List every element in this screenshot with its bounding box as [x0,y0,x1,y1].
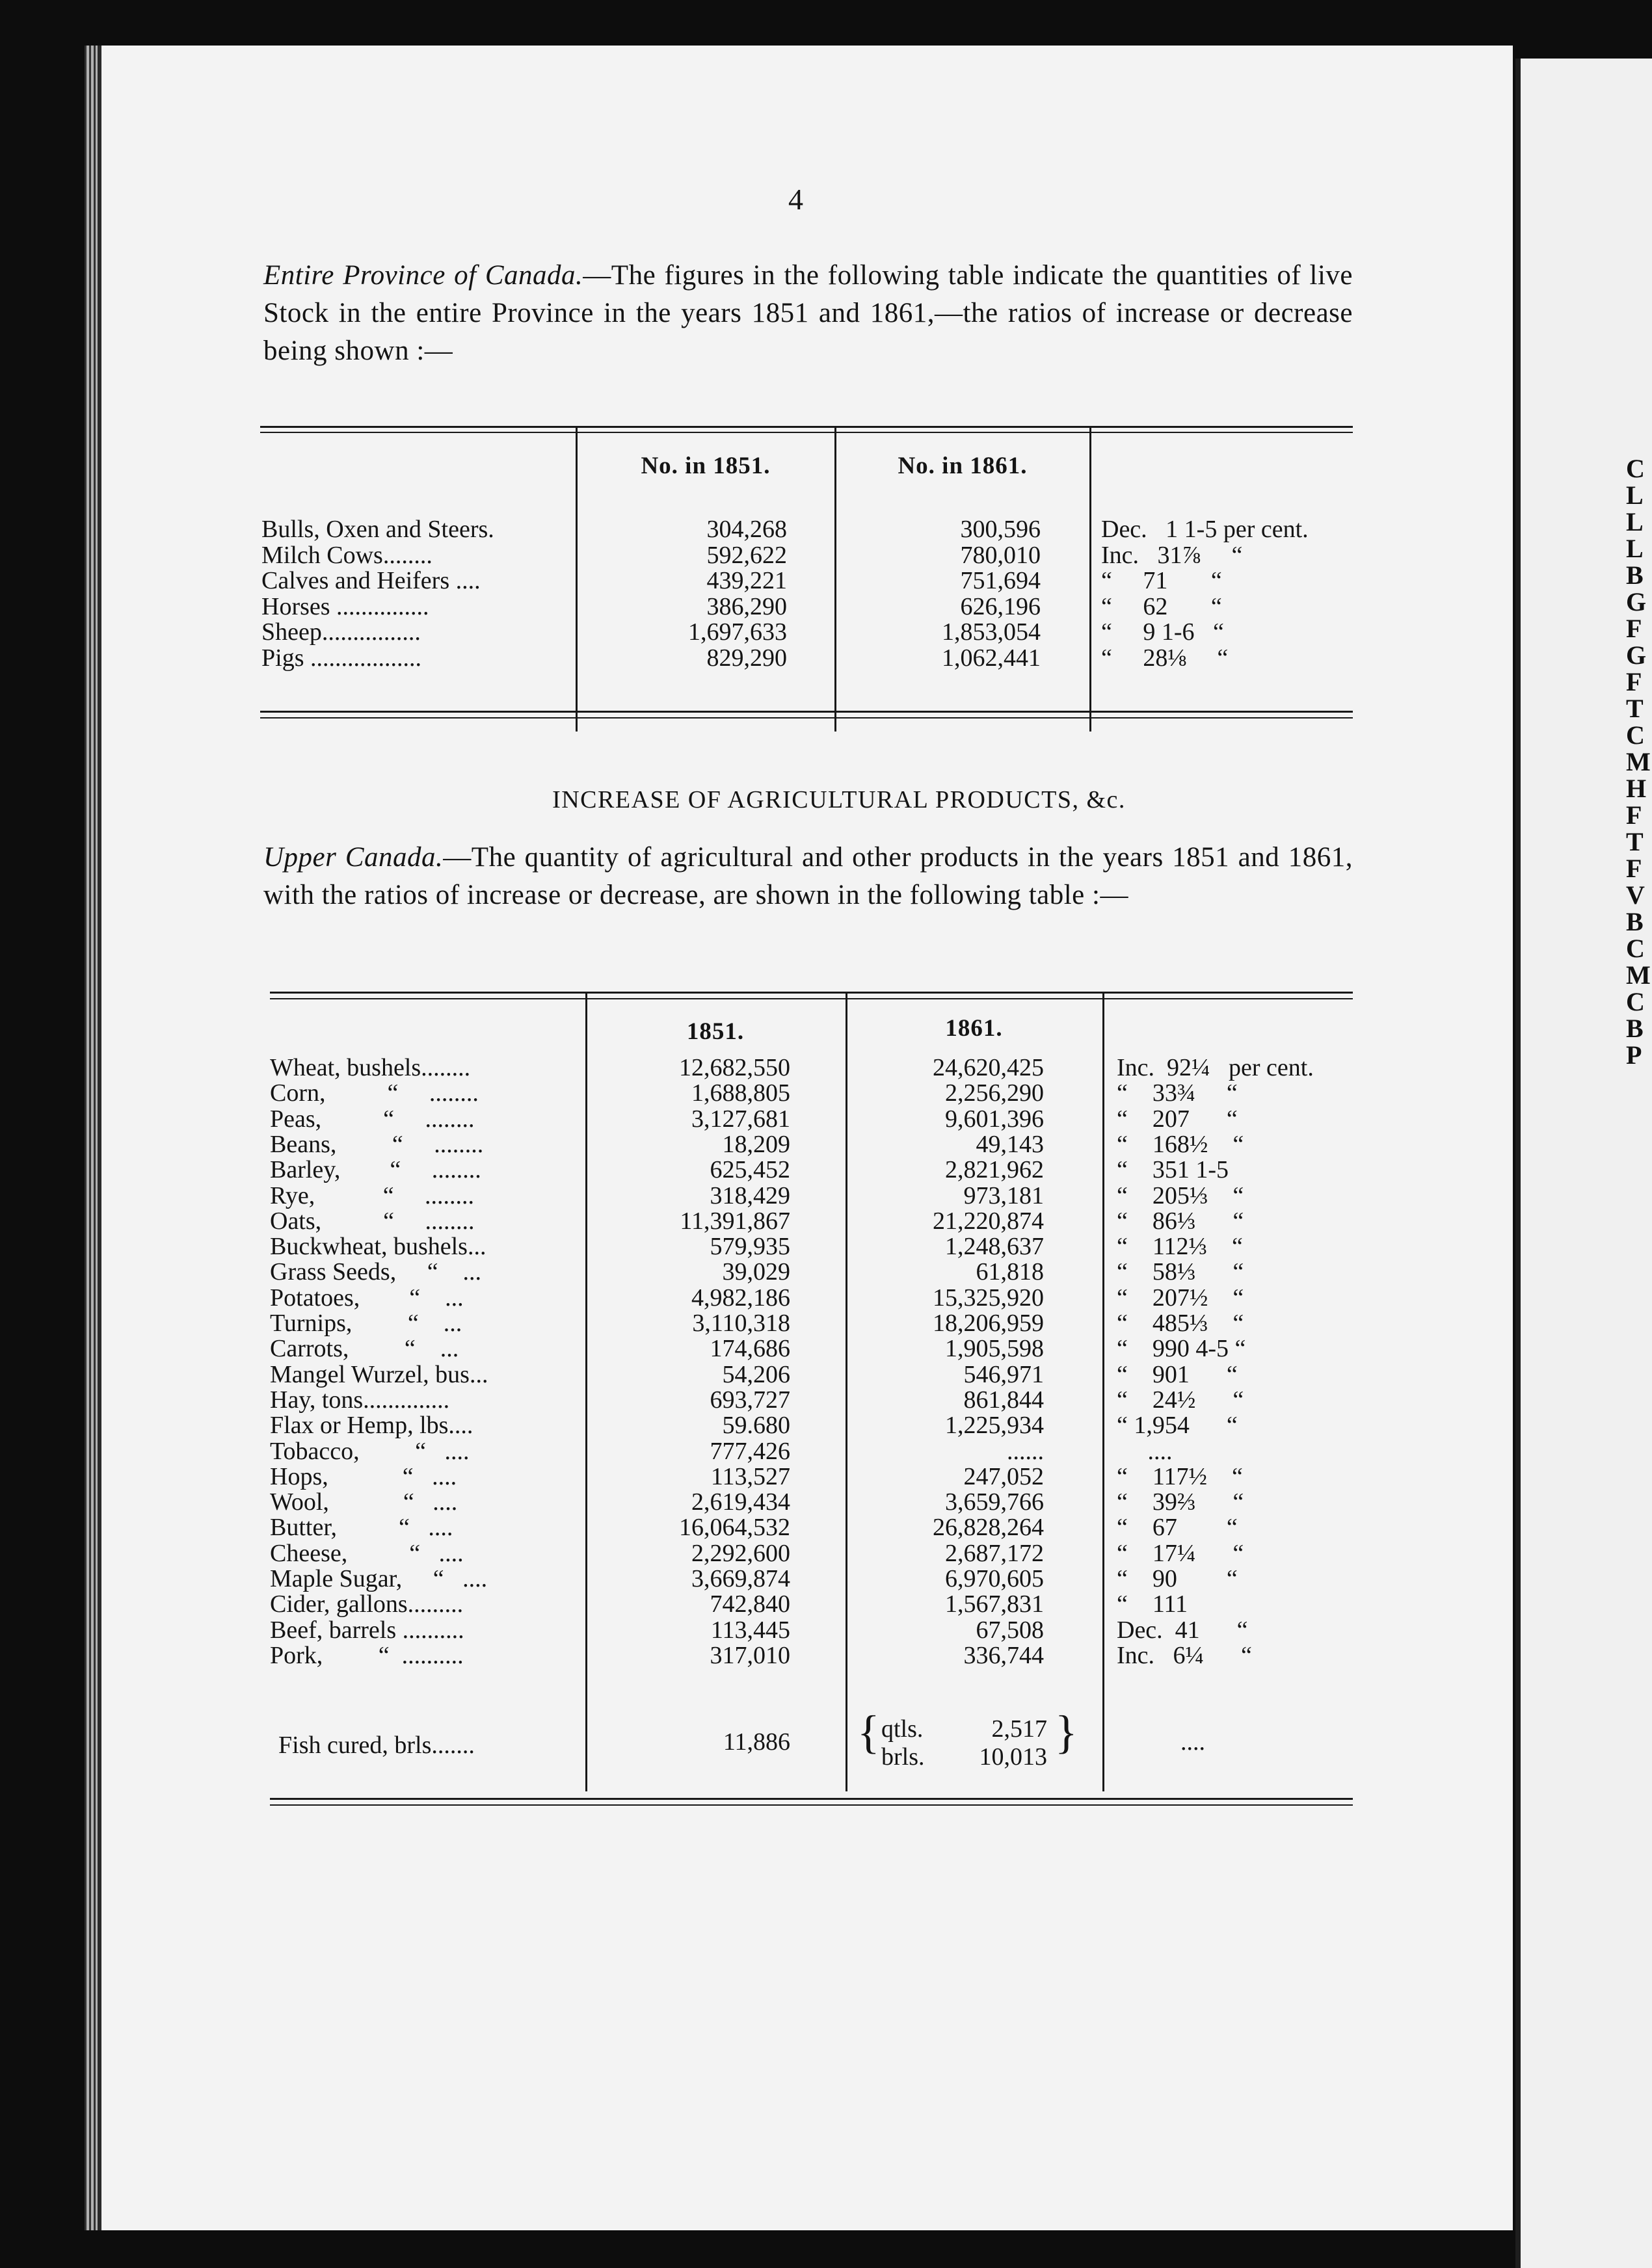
upper-text: —The quantity of agricultural and other products in the years 1851 and 1861, with the ratios of increase or decrease, are shown in the following table :— [263,842,1353,910]
intro-paragraph [263,257,1353,370]
page-number: 4 [788,183,803,216]
edge-letter: B [1626,907,1644,936]
product-row-label: Oats, “ ........ [270,1207,475,1235]
product-row-1861: 61,818 [976,1258,1044,1286]
edge-letter: M [1626,747,1651,776]
product-row-1851: 18,209 [722,1130,790,1158]
fish-qtls-value: 2,517 [991,1715,1047,1743]
product-row-label: Cheese, “ .... [270,1539,464,1567]
livestock-row-1851: 829,290 [706,644,787,672]
livestock-bottom-rule-2 [260,717,1353,719]
livestock-row-1861: 751,694 [960,567,1041,594]
product-row-1861: 26,828,264 [933,1514,1044,1542]
edge-letter: G [1626,587,1647,616]
product-row-1861: 2,687,172 [945,1539,1044,1567]
upper-canada-paragraph [263,839,1353,914]
product-row-1851: 3,110,318 [692,1310,790,1337]
product-row-ratio: “ 67 “ [1117,1514,1238,1542]
product-row-1851: 3,669,874 [691,1565,790,1592]
product-row-1861: 336,744 [963,1641,1044,1669]
product-row-label: Potatoes, “ ... [270,1284,464,1312]
product-row-ratio: Inc. 6¼ “ [1117,1641,1252,1669]
product-row-ratio: “ 33¾ “ [1117,1079,1238,1107]
product-row-ratio: “ 168½ “ [1117,1130,1244,1158]
fish-label: Fish cured, brls....... [278,1732,475,1759]
product-row-1861: ...... [1007,1437,1044,1465]
product-row-1861: 49,143 [976,1130,1044,1158]
product-row-1861: 9,601,396 [945,1105,1044,1133]
livestock-bottom-rule [260,711,1353,713]
product-row-ratio: .... [1117,1437,1173,1465]
product-row-label: Hops, “ .... [270,1462,457,1490]
livestock-row-1861: 626,196 [960,592,1041,620]
fish-brls-value: 10,013 [979,1743,1047,1771]
products-top-rule-2 [270,998,1353,999]
livestock-col-divider-1 [576,426,578,732]
product-row-ratio: “ 1,954 “ [1117,1412,1238,1440]
product-row-label: Mangel Wurzel, bus... [270,1360,488,1388]
edge-letter: T [1626,694,1644,723]
product-row-ratio: Inc. 92¼ per cent. [1117,1054,1314,1081]
product-row-1861: 1,248,637 [945,1233,1044,1261]
products-bottom-rule [270,1798,1353,1800]
livestock-col-divider-2 [834,426,836,732]
product-row-ratio: “ 86⅓ “ [1117,1207,1244,1235]
product-row-label: Tobacco, “ .... [270,1437,470,1465]
product-row-1851: 113,445 [710,1616,790,1644]
product-row-ratio: Dec. 41 “ [1117,1616,1248,1644]
upper-title: Upper Canada. [263,842,444,873]
livestock-top-rule-2 [260,432,1353,433]
livestock-row-label: Horses ............... [261,592,429,620]
livestock-row-1851: 592,622 [706,541,787,569]
livestock-row-1851: 304,268 [706,516,787,543]
product-row-1861: 546,971 [963,1360,1044,1388]
edge-letter: H [1626,774,1647,803]
product-row-ratio: “ 485⅓ “ [1117,1310,1244,1337]
product-row-1851: 317,010 [710,1641,790,1669]
product-row-ratio: “ 24½ “ [1117,1386,1244,1414]
product-row-1861: 3,659,766 [945,1488,1044,1516]
product-row-label: Barley, “ ........ [270,1156,481,1184]
livestock-row-1851: 1,697,633 [688,618,787,646]
edge-letter: B [1626,1014,1644,1043]
products-bottom-rule-2 [270,1804,1353,1806]
products-header-1861: 1861. [945,1015,1003,1042]
products-col-divider-2 [846,992,847,1791]
products-top-rule [270,992,1353,994]
product-row-1861: 2,821,962 [945,1156,1044,1184]
edge-letter: C [1626,455,1645,483]
edge-letter: L [1626,534,1644,563]
product-row-ratio: “ 17¼ “ [1117,1539,1244,1567]
fish-brls-label: brls. [881,1743,925,1771]
product-row-1851: 777,426 [710,1437,790,1465]
product-row-1861: 21,220,874 [933,1207,1044,1235]
product-row-1861: 24,620,425 [933,1054,1044,1081]
product-row-ratio: “ 207 “ [1117,1105,1238,1133]
product-row-1861: 18,206,959 [933,1310,1044,1337]
product-row-1851: 2,619,434 [691,1488,790,1516]
product-row-ratio: “ 990 4-5 “ [1117,1335,1246,1363]
edge-letter: C [1626,720,1645,750]
livestock-row-1851: 386,290 [706,592,787,620]
products-col-divider-3 [1102,992,1104,1791]
product-row-label: Carrots, “ ... [270,1335,459,1363]
product-row-ratio: “ 58⅓ “ [1117,1258,1244,1286]
product-row-1851: 693,727 [710,1386,790,1414]
product-row-label: Wheat, bushels........ [270,1054,471,1081]
livestock-row-1861: 780,010 [960,541,1041,569]
products-col-divider-1 [585,992,587,1791]
product-row-label: Hay, tons.............. [270,1386,450,1414]
product-row-label: Beans, “ ........ [270,1130,484,1158]
edge-letter: C [1626,987,1645,1016]
livestock-row-1861: 1,062,441 [942,644,1041,672]
edge-letter: L [1626,481,1644,510]
product-row-1851: 742,840 [710,1590,790,1618]
livestock-row-ratio: “ 62 “ [1101,592,1222,620]
product-row-1861: 1,905,598 [945,1335,1044,1363]
fish-left-brace: { [857,1706,880,1758]
product-row-ratio: “ 205⅓ “ [1117,1181,1244,1209]
product-row-label: Rye, “ ........ [270,1181,475,1209]
products-header-1851: 1851. [686,1018,745,1045]
livestock-row-label: Calves and Heifers .... [261,567,481,594]
section-heading: INCREASE OF AGRICULTURAL PRODUCTS, &c. [552,786,1126,813]
product-row-ratio: “ 90 “ [1117,1565,1238,1592]
product-row-1861: 973,181 [963,1181,1044,1209]
product-row-1861: 1,225,934 [945,1412,1044,1440]
fish-right-brace: } [1055,1706,1078,1758]
product-row-1861: 67,508 [976,1616,1044,1644]
intro-text: —The figures in the following table indicate the quantities of live Stock in the entire Province in the years 1851 and 1861,—the ratios of increase or decrease being shown :— [263,260,1353,366]
product-row-1851: 113,527 [710,1462,790,1490]
product-row-1851: 579,935 [710,1233,790,1261]
livestock-row-ratio: “ 28⅛ “ [1101,644,1229,672]
edge-letter: T [1626,827,1644,856]
product-row-label: Buckwheat, bushels... [270,1233,486,1261]
product-row-label: Pork, “ .......... [270,1641,464,1669]
product-row-1851: 54,206 [722,1360,790,1388]
fish-qtls-label: qtls. [881,1715,924,1743]
product-row-1851: 39,029 [722,1258,790,1286]
product-row-1861: 861,844 [963,1386,1044,1414]
edge-letter: F [1626,800,1642,830]
livestock-row-ratio: “ 9 1-6 “ [1101,618,1224,646]
product-row-1851: 625,452 [710,1156,790,1184]
edge-letter: M [1626,960,1651,990]
product-row-label: Peas, “ ........ [270,1105,475,1133]
product-row-1851: 1,688,805 [691,1079,790,1107]
intro-title: Entire Province of Canada. [263,260,583,291]
product-row-label: Butter, “ .... [270,1514,453,1542]
adjacent-page-letters [1626,455,1652,1068]
product-row-label: Beef, barrels .......... [270,1616,464,1644]
edge-letter: L [1626,507,1644,536]
livestock-row-ratio: “ 71 “ [1101,567,1222,594]
product-row-1861: 15,325,920 [933,1284,1044,1312]
product-row-1851: 16,064,532 [679,1514,790,1542]
livestock-row-1861: 300,596 [960,516,1041,543]
product-row-ratio: “ 207½ “ [1117,1284,1244,1312]
product-row-label: Turnips, “ ... [270,1310,462,1337]
product-row-label: Wool, “ .... [270,1488,458,1516]
fish-row [278,1732,475,1782]
livestock-row-label: Sheep................ [261,618,421,646]
product-row-1851: 2,292,600 [691,1539,790,1567]
product-row-ratio: “ 111 [1117,1590,1188,1618]
livestock-row-1861: 1,853,054 [942,618,1041,646]
fish-ratio: .... [1180,1728,1205,1756]
product-row-ratio: “ 39⅔ “ [1117,1488,1244,1516]
edge-letter: C [1626,934,1645,963]
edge-letter: F [1626,854,1642,883]
product-row-1861: 2,256,290 [945,1079,1044,1107]
adjacent-page-edge [1515,59,1652,2268]
livestock-row-ratio: Inc. 31⅞ “ [1101,541,1243,569]
product-row-label: Flax or Hemp, lbs.... [270,1412,473,1440]
edge-letter: F [1626,667,1642,696]
product-row-label: Maple Sugar, “ .... [270,1565,488,1592]
livestock-header-1861: No. in 1861. [898,453,1028,479]
product-row-label: Grass Seeds, “ ... [270,1258,482,1286]
product-row-1851: 3,127,681 [691,1105,790,1133]
livestock-row-label: Pigs .................. [261,644,421,672]
livestock-header-1851: No. in 1851. [641,453,771,479]
product-row-1861: 1,567,831 [945,1590,1044,1618]
edge-letter: P [1626,1040,1642,1068]
product-row-1851: 4,982,186 [691,1284,790,1312]
product-row-ratio: “ 901 “ [1117,1360,1238,1388]
livestock-row-1851: 439,221 [706,567,787,594]
edge-letter: F [1626,614,1642,643]
product-row-1851: 174,686 [710,1335,790,1363]
product-row-ratio: “ 117½ “ [1117,1462,1243,1490]
fish-1851: 11,886 [723,1728,790,1756]
edge-letter: B [1626,560,1644,590]
product-row-1861: 247,052 [963,1462,1044,1490]
product-row-1851: 318,429 [710,1181,790,1209]
livestock-col-divider-3 [1089,426,1091,732]
product-row-1851: 11,391,867 [680,1207,790,1235]
product-row-1851: 12,682,550 [679,1054,790,1081]
product-row-label: Cider, gallons......... [270,1590,464,1618]
product-row-ratio: “ 112⅓ “ [1117,1233,1243,1261]
livestock-row-ratio: Dec. 1 1-5 per cent. [1101,516,1309,543]
edge-letter: V [1626,880,1645,910]
livestock-top-rule [260,426,1353,428]
product-row-ratio: “ 351 1-5 [1117,1156,1229,1184]
product-row-1861: 6,970,605 [945,1565,1044,1592]
product-row-1851: 59.680 [722,1412,790,1440]
livestock-row-label: Milch Cows........ [261,541,433,569]
product-row-label: Corn, “ ........ [270,1079,479,1107]
livestock-row-label: Bulls, Oxen and Steers. [261,516,494,543]
edge-letter: G [1626,640,1647,670]
